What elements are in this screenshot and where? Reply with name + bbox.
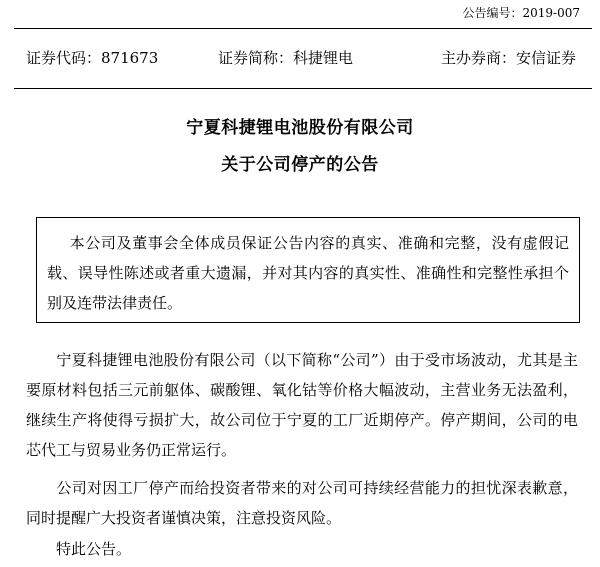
announcement-title: 关于公司停产的公告: [221, 155, 379, 175]
sponsor-broker: 主办券商：安信证券: [440, 49, 576, 67]
security-abbreviation: 证券简称：科捷锂电: [218, 49, 354, 67]
body-paragraph-1-text: 宁夏科捷锂电池股份有限公司（以下简称“公司”）由于受市场波动，尤其是主要原材料包括三元前躯体、碳酸锂、氧化钴等价格大幅波动，主营业务无法盈利，继续生产将使得亏损扩大，故公司位于宁夏的工厂近期停产。停产期间，公司的电芯代工与贸易业务仍正常运行。: [26, 351, 578, 459]
security-code: 证券代码：871673: [26, 49, 159, 67]
disclaimer-text: 本公司及董事会全体成员保证公告内容的真实、准确和完整，没有虚假记载、误导性陈述或者重大遗漏，并对其内容的真实性、准确性和完整性承担个别及连带法律责任。: [47, 234, 569, 312]
company-title: 宁夏科捷锂电池股份有限公司: [186, 118, 414, 138]
security-info-row: [26, 47, 576, 69]
header-bottom-rule: [14, 88, 592, 89]
header-top-rule: [14, 28, 592, 29]
disclaimer-box: [36, 217, 580, 323]
closing-line: [26, 534, 578, 564]
body-paragraph-2: [26, 473, 578, 533]
announcement-number: 公告编号：2019-007: [462, 6, 580, 20]
body-paragraph-1: [26, 345, 578, 465]
closing-line-text: 特此公告。: [56, 540, 132, 558]
body-paragraph-2-text: 公司对因工厂停产而给投资者带来的对公司可持续经营能力的担忧深表歉意，同时提醒广大投资者谨慎决策，注意投资风险。: [26, 479, 578, 527]
